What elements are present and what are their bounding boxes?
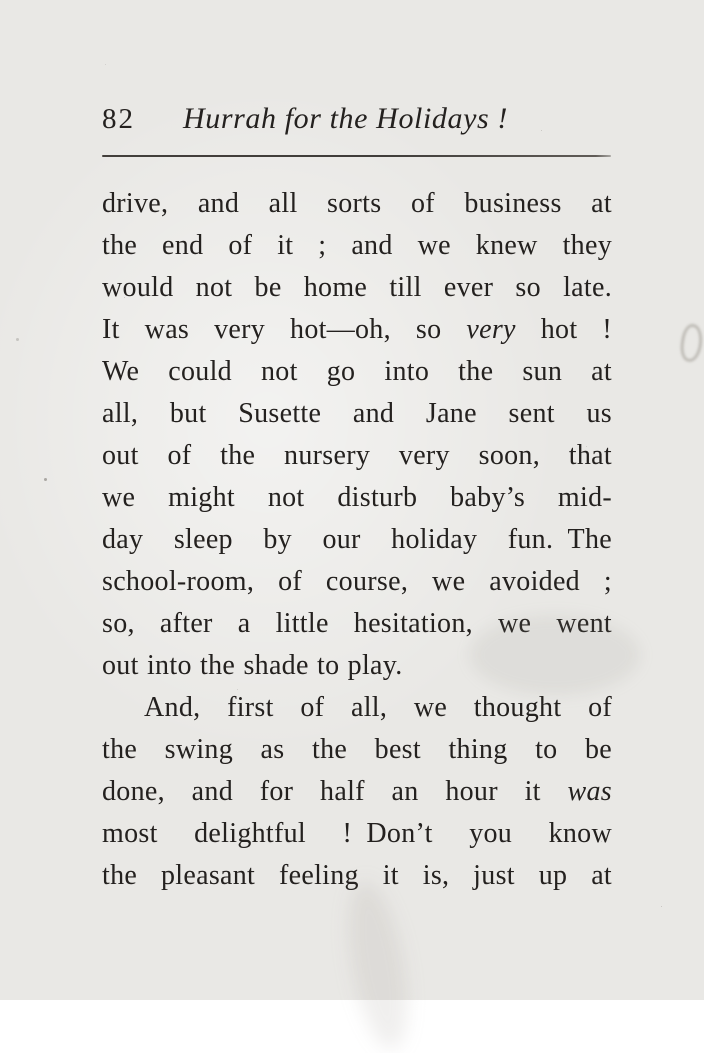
- running-title: Hurrah for the Holidays !: [183, 102, 508, 135]
- text-line: most delightful ! Don’t you know: [102, 818, 612, 849]
- text-line: It was very hot—oh, so very hot !: [102, 314, 613, 345]
- text-line: school-room, of course, we avoided ;: [102, 566, 612, 597]
- text-line: the pleasant feeling it is, just up at: [102, 860, 612, 891]
- text-line: the swing as the best thing to be: [102, 734, 612, 765]
- text-line: out into the shade to play.: [102, 650, 403, 681]
- text-line: would not be home till ever so late.: [102, 272, 612, 303]
- page-number: 82: [102, 103, 135, 135]
- paper-speckles: [0, 0, 3, 3]
- header-rule: [102, 155, 611, 157]
- page-header: [102, 101, 612, 137]
- text-line: done, and for half an hour it was: [102, 776, 612, 807]
- scan-smudge-right: [678, 323, 704, 364]
- text-line: we might not disturb baby’s mid-: [102, 482, 612, 513]
- text-line: all, but Susette and Jane sent us: [102, 398, 612, 429]
- scan-stain: [470, 615, 640, 695]
- text-line: day sleep by our holiday fun. The: [102, 524, 612, 555]
- text-line: And, first of all, we thought of: [144, 692, 612, 723]
- page-body: [102, 183, 612, 897]
- text-line: out of the nursery very soon, that: [102, 440, 612, 471]
- text-line: We could not go into the sun at: [102, 356, 612, 387]
- scan-smudge-bottom: [338, 877, 419, 1053]
- text-line: drive, and all sorts of business at: [102, 188, 612, 219]
- text-line: so, after a little hesitation, we went: [102, 608, 612, 639]
- text-line: the end of it ; and we knew they: [102, 230, 612, 261]
